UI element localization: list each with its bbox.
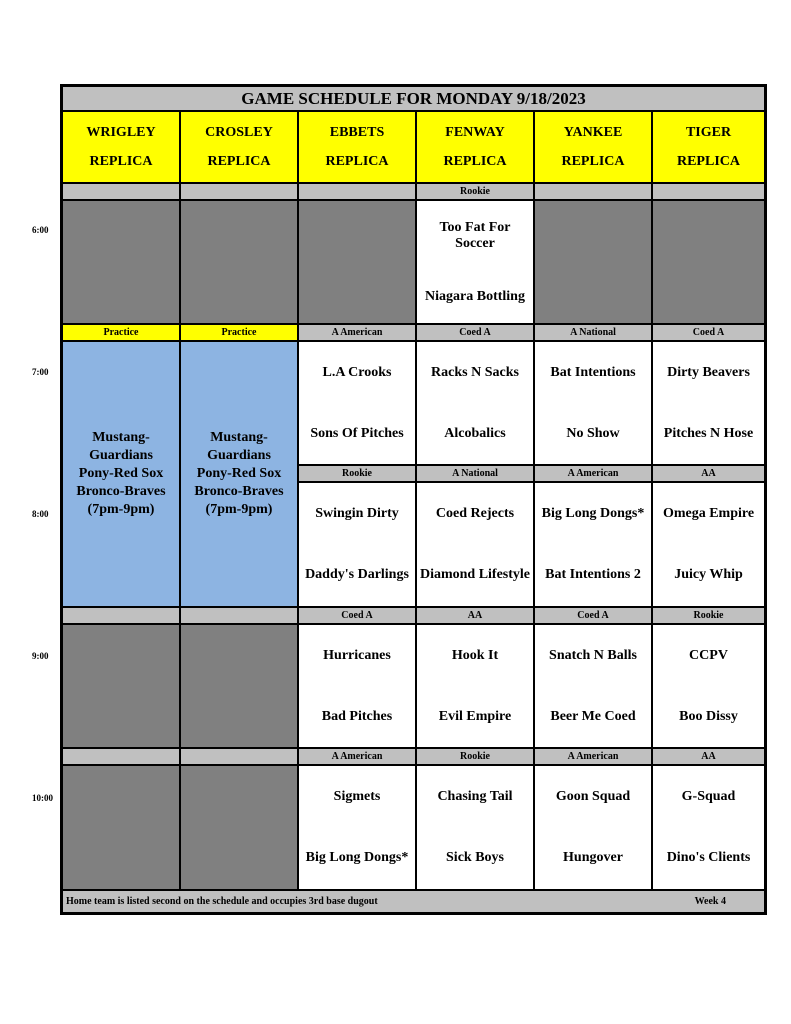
home-team: Sons Of Pitches	[310, 425, 404, 441]
away-team: Coed Rejects	[435, 505, 515, 521]
field-name: CROSLEY	[205, 124, 273, 140]
home-team: Hungover	[563, 850, 623, 866]
away-team: Sigmets	[333, 788, 381, 804]
home-team: Beer Me Coed	[550, 708, 636, 724]
footer-note: Home team is listed second on the schedule and occupies 3rd base dugout	[66, 896, 378, 907]
division-label: Coed A	[652, 324, 765, 341]
game-slot	[652, 624, 765, 748]
empty-slot	[180, 624, 298, 748]
away-team: Goon Squad	[555, 788, 631, 804]
practice-line: Guardians	[89, 448, 153, 463]
away-team: Chasing Tail	[437, 788, 513, 804]
division-label	[62, 748, 180, 765]
division-label: Rookie	[416, 748, 534, 765]
home-team: Evil Empire	[438, 708, 512, 724]
home-team: Daddy's Darlings	[305, 567, 409, 583]
away-team: Hurricanes	[323, 647, 391, 663]
division-label	[180, 748, 298, 765]
practice-line: (7pm-9pm)	[87, 502, 155, 517]
practice-line: Mustang-	[92, 430, 150, 445]
empty-slot	[62, 624, 180, 748]
division-label	[298, 183, 416, 200]
field-header-yankee	[534, 111, 652, 183]
page-title: GAME SCHEDULE FOR MONDAY 9/18/2023	[62, 86, 765, 111]
empty-slot	[62, 200, 180, 324]
field-name: EBBETS	[329, 124, 385, 140]
home-team: Alcobalics	[444, 425, 506, 441]
away-team: Omega Empire	[662, 505, 755, 521]
home-team: No Show	[566, 425, 620, 441]
field-name: WRIGLEY	[86, 124, 156, 140]
field-name: YANKEE	[563, 124, 623, 140]
division-label	[652, 183, 765, 200]
game-slot	[416, 200, 534, 324]
game-slot	[534, 624, 652, 748]
game-slot	[298, 765, 416, 890]
empty-slot	[534, 200, 652, 324]
away-team: Racks N Sacks	[431, 364, 519, 380]
schedule-grid	[60, 84, 767, 915]
practice-line: Bronco-Braves	[194, 484, 284, 499]
division-label: Rookie	[298, 465, 416, 482]
game-slot	[652, 341, 765, 465]
division-label: A American	[298, 748, 416, 765]
home-team: Big Long Dongs*	[305, 850, 409, 866]
field-header-crosley	[180, 111, 298, 183]
away-team: Swingin Dirty	[315, 505, 399, 521]
practice-line: (7pm-9pm)	[205, 502, 273, 517]
division-label: Rookie	[416, 183, 534, 200]
game-slot	[416, 341, 534, 465]
time-label: 9:00	[32, 651, 49, 661]
game-slot	[534, 482, 652, 607]
home-team: Boo Dissy	[679, 708, 738, 724]
division-label: AA	[416, 607, 534, 624]
practice-line: Bronco-Braves	[76, 484, 166, 499]
away-team: CCPV	[689, 647, 728, 663]
game-slot	[534, 765, 652, 890]
field-type: REPLICA	[676, 153, 740, 169]
away-team: Big Long Dongs*	[541, 505, 645, 521]
home-team: Bad Pitches	[321, 708, 393, 724]
home-team: Bat Intentions 2	[545, 567, 641, 583]
empty-slot	[652, 200, 765, 324]
game-slot	[298, 624, 416, 748]
away-team: Snatch N Balls	[549, 647, 637, 663]
home-team: Diamond Lifestyle	[419, 567, 531, 583]
division-label: Rookie	[652, 607, 765, 624]
game-slot	[298, 341, 416, 465]
empty-slot	[180, 765, 298, 890]
division-label: A National	[534, 324, 652, 341]
game-slot	[652, 765, 765, 890]
game-slot	[298, 482, 416, 607]
home-team: Sick Boys	[446, 850, 504, 866]
division-label	[534, 183, 652, 200]
division-label: Coed A	[298, 607, 416, 624]
game-slot	[416, 624, 534, 748]
empty-slot	[298, 200, 416, 324]
practice-block	[180, 341, 298, 607]
practice-line: Pony-Red Sox	[196, 466, 282, 481]
division-label: A American	[534, 748, 652, 765]
practice-line: Mustang-	[210, 430, 268, 445]
field-type: REPLICA	[207, 153, 271, 169]
home-team: Pitches N Hose	[663, 425, 754, 441]
field-header-fenway	[416, 111, 534, 183]
away-team: Bat Intentions	[550, 364, 636, 380]
game-slot	[416, 765, 534, 890]
division-label	[62, 183, 180, 200]
division-label: A American	[534, 465, 652, 482]
division-label: A National	[416, 465, 534, 482]
away-team: Dirty Beavers	[667, 364, 750, 380]
field-type: REPLICA	[89, 153, 153, 169]
away-team: G-Squad	[681, 788, 736, 804]
division-label: Coed A	[416, 324, 534, 341]
home-team: Juicy Whip	[674, 567, 743, 583]
division-label	[62, 607, 180, 624]
field-name: FENWAY	[445, 124, 505, 140]
field-name: TIGER	[685, 124, 732, 140]
away-team: Hook It	[451, 647, 499, 663]
empty-slot	[62, 765, 180, 890]
time-label: 7:00	[32, 367, 49, 377]
week-label: Week 4	[694, 896, 726, 907]
practice-line: Guardians	[207, 448, 271, 463]
division-label	[180, 183, 298, 200]
division-label: A American	[298, 324, 416, 341]
field-header-wrigley	[62, 111, 180, 183]
home-team: Niagara Bottling	[425, 288, 525, 304]
empty-slot	[180, 200, 298, 324]
division-label: Practice	[180, 324, 298, 341]
away-team: L.A Crooks	[322, 364, 392, 380]
footer	[62, 890, 765, 913]
time-label: 8:00	[32, 509, 49, 519]
away-team: Too Fat For Soccer	[439, 219, 511, 251]
division-label: Coed A	[534, 607, 652, 624]
home-team: Dino's Clients	[666, 850, 751, 866]
time-label: 6:00	[32, 225, 49, 235]
division-label: AA	[652, 465, 765, 482]
game-slot	[416, 482, 534, 607]
game-slot	[652, 482, 765, 607]
division-label: Practice	[62, 324, 180, 341]
division-label: AA	[652, 748, 765, 765]
practice-block	[62, 341, 180, 607]
practice-line: Pony-Red Sox	[78, 466, 164, 481]
field-type: REPLICA	[561, 153, 625, 169]
game-slot	[534, 341, 652, 465]
time-label: 10:00	[32, 793, 53, 803]
field-type: REPLICA	[443, 153, 507, 169]
division-label	[180, 607, 298, 624]
field-header-ebbets	[298, 111, 416, 183]
field-type: REPLICA	[325, 153, 389, 169]
field-header-tiger	[652, 111, 765, 183]
